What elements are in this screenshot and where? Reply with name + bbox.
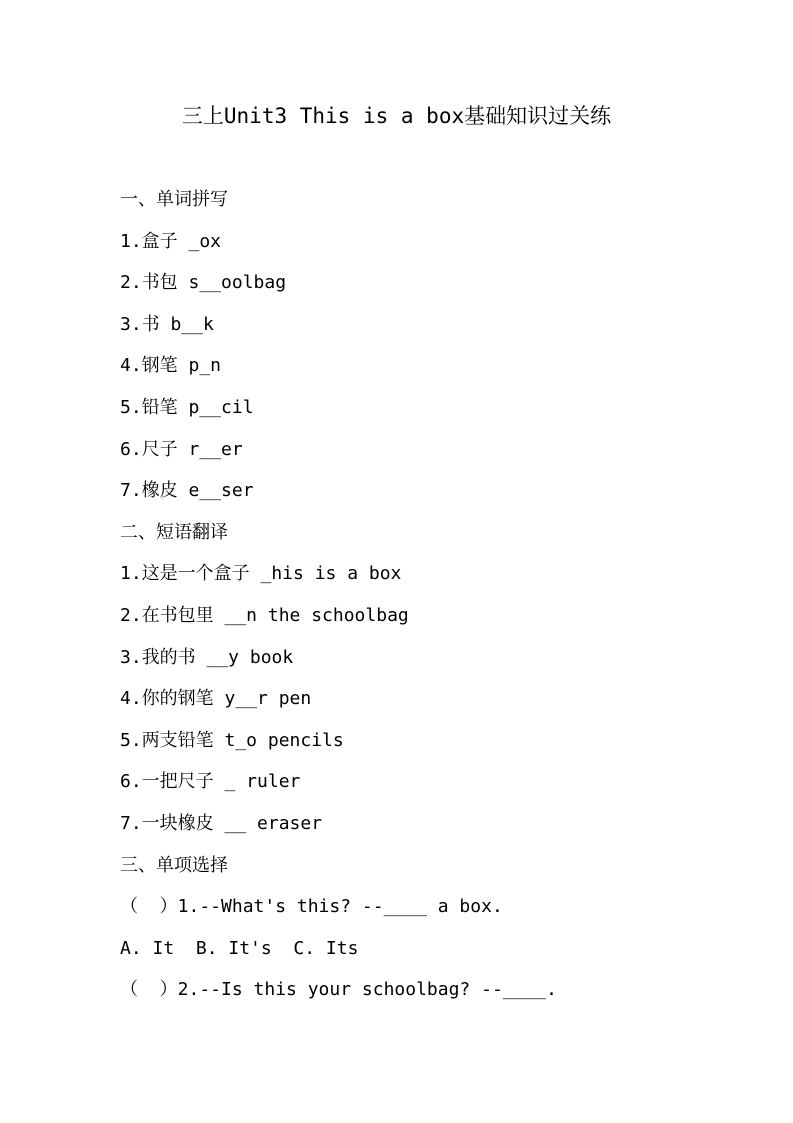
spelling-item-5: 5.铅笔 p__cil [120, 396, 254, 418]
spelling-item-6: 6.尺子 r__er [120, 438, 243, 460]
section-heading-translation: 二、短语翻译 [120, 521, 228, 543]
translation-item-4: 4.你的钢笔 y__r pen [120, 688, 312, 710]
spelling-item-2: 2.书包 s__oolbag [120, 272, 287, 294]
translation-item-6: 6.一把尺子 _ ruler [120, 771, 301, 793]
spelling-item-1: 1.盒子 _ox [120, 230, 222, 252]
spelling-item-4: 4.钢笔 p_n [120, 355, 222, 377]
translation-item-2: 2.在书包里 __n the schoolbag [120, 604, 409, 626]
section-heading-choice: 三、单项选择 [120, 854, 228, 876]
choice-question-2: （ ）2.--Is this your schoolbag? --____. [120, 979, 557, 1001]
spelling-item-3: 3.书 b__k [120, 313, 214, 335]
spelling-item-7: 7.橡皮 e__ser [120, 480, 254, 502]
translation-item-5: 5.两支铅笔 t_o pencils [120, 729, 344, 751]
choice-options-1: A. It B. It's C. Its [120, 937, 359, 959]
document-title: 三上Unit3 This is a box基础知识过关练 [181, 104, 612, 128]
translation-item-3: 3.我的书 __y book [120, 646, 294, 668]
section-heading-spelling: 一、单词拼写 [120, 189, 228, 210]
translation-item-1: 1.这是一个盒子 _his is a box [120, 563, 402, 585]
document-body [120, 184, 760, 1016]
translation-item-7: 7.一块橡皮 __ eraser [120, 812, 323, 834]
choice-question-1: （ ）1.--What's this? --____ a box. [120, 896, 503, 918]
